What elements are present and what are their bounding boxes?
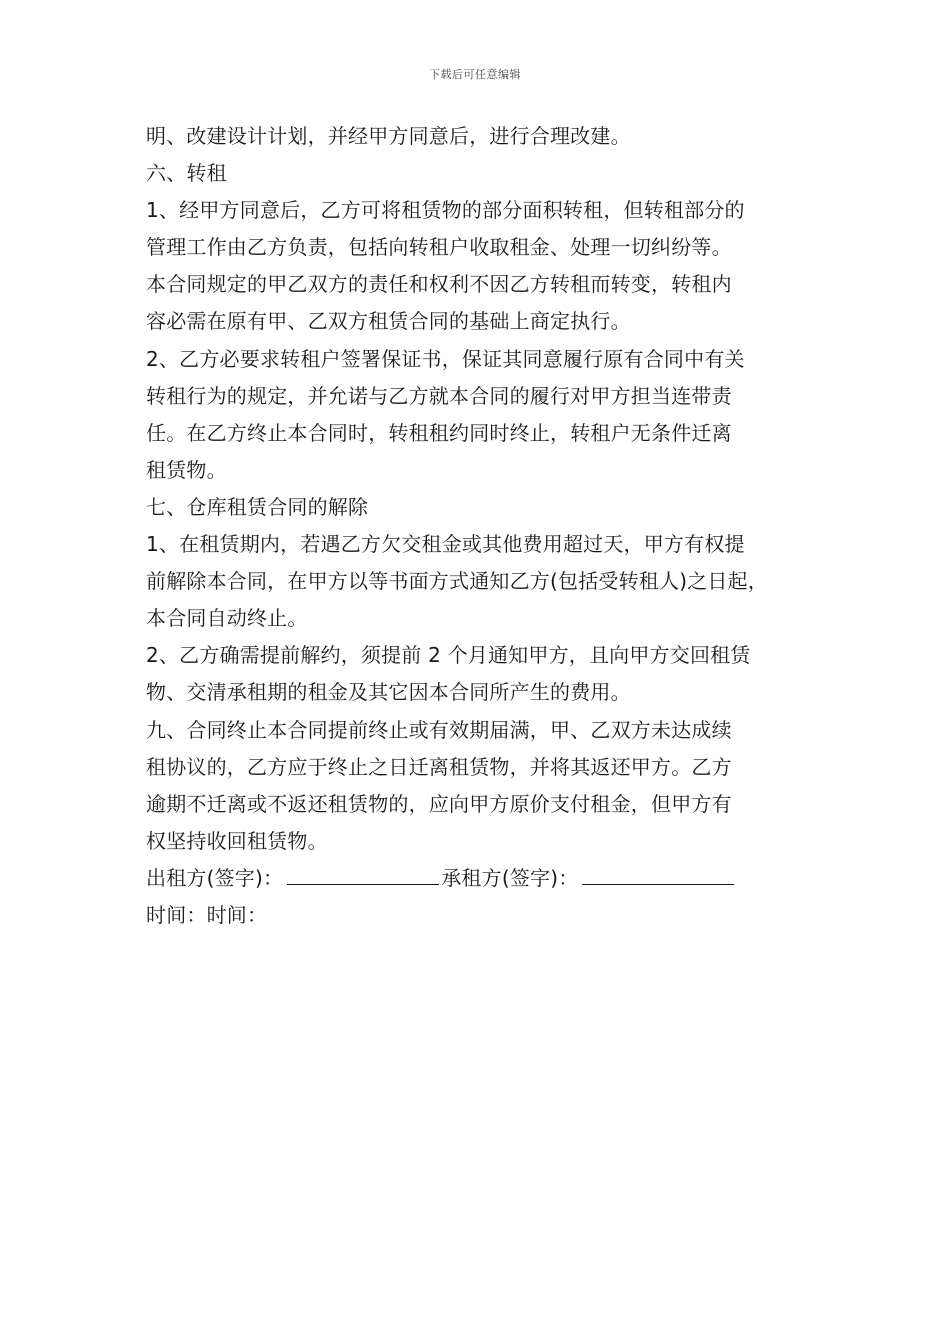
lessee-signature-blank[interactable] [582,862,734,885]
lessor-signature-blank[interactable] [287,862,439,885]
section-heading-expiry: 九、合同终止本合同提前终止或有效期届满，甲、乙双方未达成续 [146,717,732,742]
header-note: 下载后可任意编辑 [429,68,521,81]
text-line: 2、乙方必要求转租户签署保证书，保证其同意履行原有合同中有关 [146,346,745,371]
text-line: 本合同规定的甲乙双方的责任和权利不因乙方转租而转变，转租内 [146,272,732,297]
text-line: 任。在乙方终止本合同时，转租租约同时终止，转租户无条件迁离 [146,420,732,445]
lessee-signature-label: 承租方(签字)： [441,865,579,890]
text-line: 1、经甲方同意后，乙方可将租赁物的部分面积转租，但转租部分的 [146,198,745,223]
contract-body [146,118,836,934]
text-line: 逾期不迁离或不返还租赁物的，应向甲方原价支付租金，但甲方有 [146,791,732,816]
signature-line [146,860,836,897]
text-line: 2、乙方确需提前解约，须提前 2 个月通知甲方，且向甲方交回租赁 [146,643,751,668]
text-line: 本合同自动终止。 [146,606,308,631]
section-heading-sublease: 六、转租 [146,161,227,186]
text-line: 转租行为的规定，并允诺与乙方就本合同的履行对甲方担当连带责 [146,383,732,408]
text-line: 容必需在原有甲、乙双方租赁合同的基础上商定执行。 [146,309,631,334]
text-line: 1、在租赁期内，若遇乙方欠交租金或其他费用超过天，甲方有权提 [146,532,745,557]
text-line: 前解除本合同，在甲方以等书面方式通知乙方(包括受转租人)之日起， [146,569,769,594]
text-line: 权坚持收回租赁物。 [146,828,328,853]
text-line: 租赁物。 [146,457,227,482]
time-line: 时间：时间： [146,902,268,927]
text-line: 租协议的，乙方应于终止之日迁离租赁物，并将其返还甲方。乙方 [146,754,732,779]
text-line: 物、交清承租期的租金及其它因本合同所产生的费用。 [146,680,631,705]
text-line: 明、改建设计计划，并经甲方同意后，进行合理改建。 [146,124,631,148]
section-heading-termination: 七、仓库租赁合同的解除 [146,494,369,519]
lessor-signature-label: 出租方(签字)： [146,865,284,890]
text-line: 管理工作由乙方负责，包括向转租户收取租金、处理一切纠纷等。 [146,235,732,260]
